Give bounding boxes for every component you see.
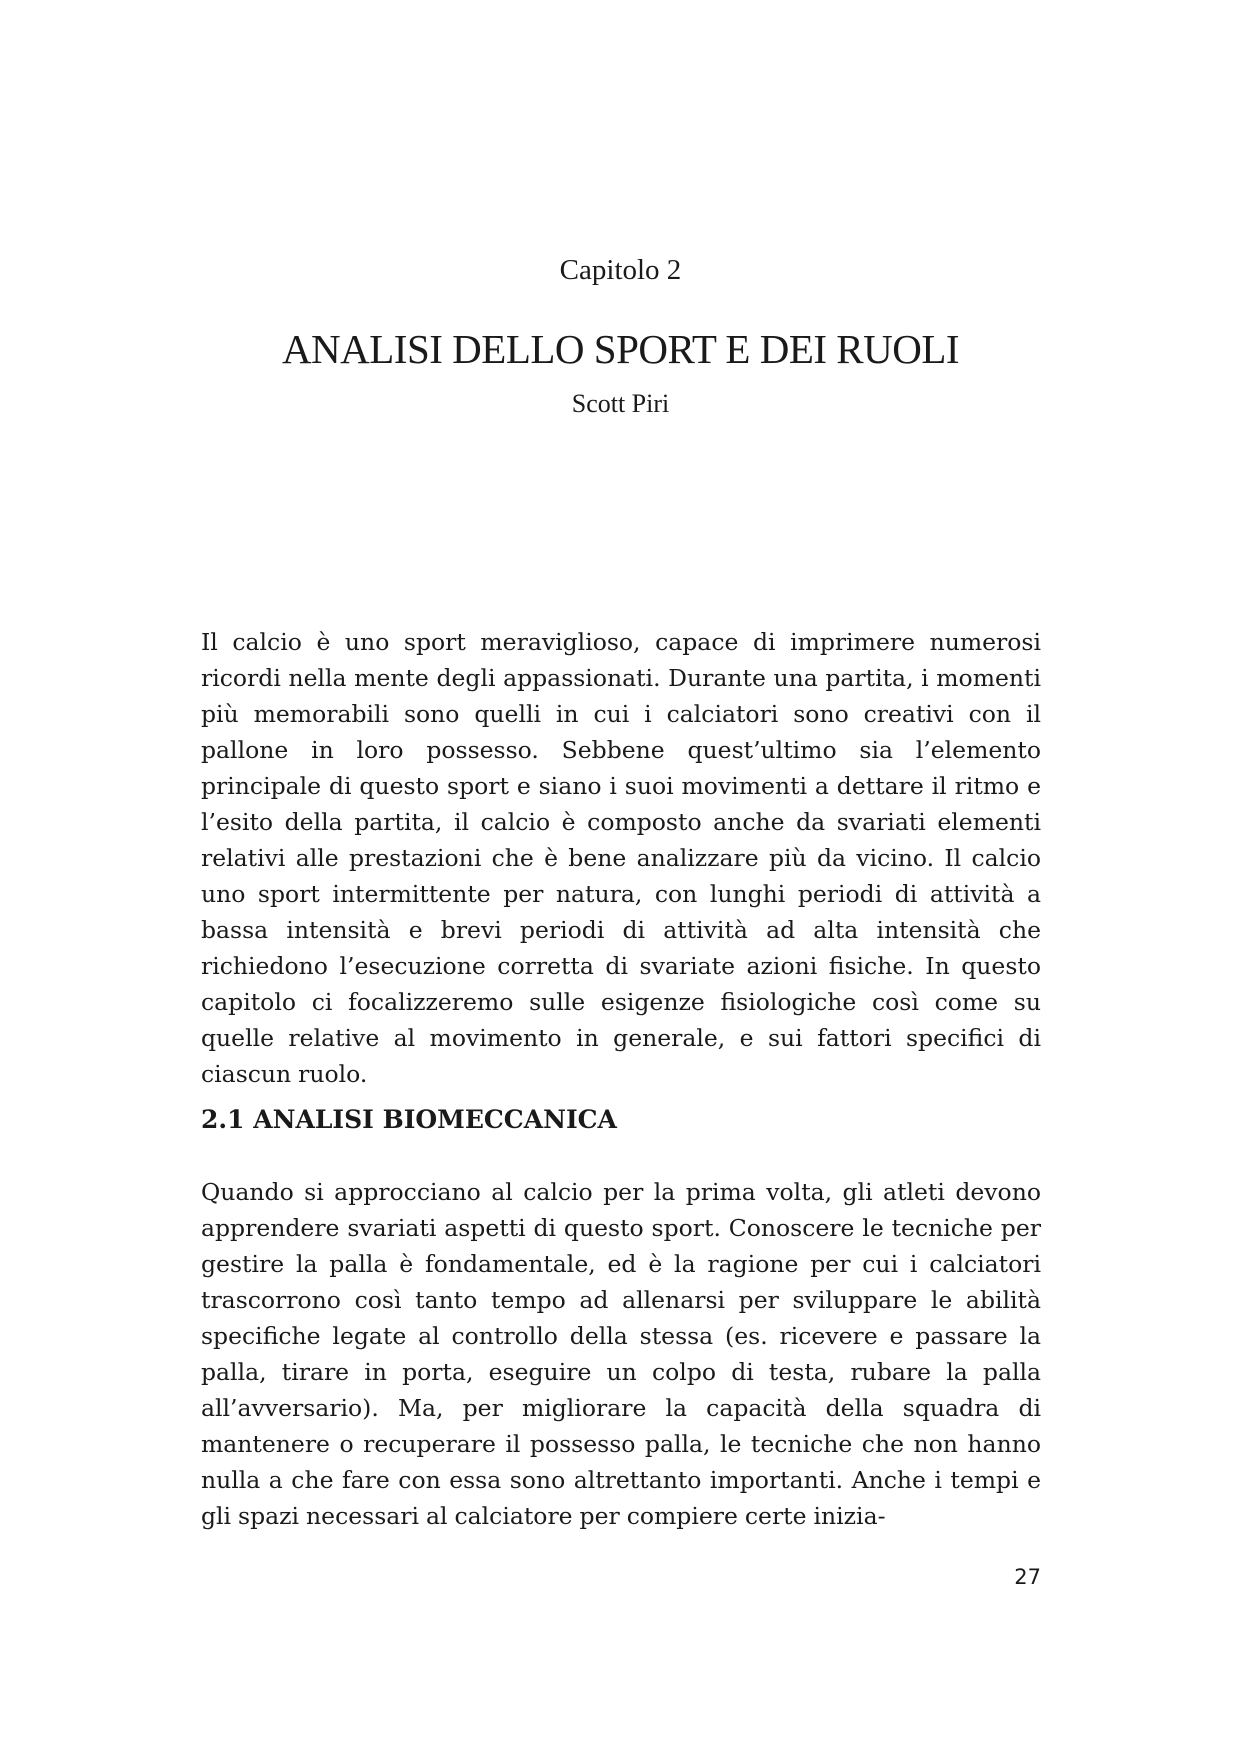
chapter-author: Scott Piri [571, 389, 670, 418]
chapter-label: Capitolo 2 [559, 254, 682, 286]
page-number: 27 [1014, 1565, 1041, 1589]
section-paragraph: Quando si approcciano al calcio per la prima volta, gli atleti devono apprendere svariati aspetti di questo sport. Conoscere le tecniche per gestire la palla è fondamentale, ed è la ragione per cui i calciatori trascorrono così tanto tempo ad allenarsi per sviluppare le abilità specifiche legate al controllo della stessa (es. ricevere e passare la palla, tirare in porta, eseguire un colpo di testa, rubare la palla all’avversario). Ma, per migliorare la capacità della squadra di mantenere o recuperare il possesso palla, le tecniche che non hanno nulla a che fare con essa sono altrettanto importanti. Anche i tempi e gli spazi necessari al calciatore per compiere certe inizia- [201, 1178, 1041, 1530]
intro-paragraph: Il calcio è uno sport meraviglioso, capace di imprimere numerosi ricordi nella mente degli appassionati. Durante una partita, i momenti più memorabili sono quelli in cui i calciatori sono creativi con il pallone in loro possesso. Sebbene quest’ultimo sia l’elemento principale di questo sport e siano i suoi movimenti a dettare il ritmo e l’esito della partita, il calcio è composto anche da svariati elementi relativi alle prestazioni che è bene analizzare più da vicino. Il calcio uno sport intermittente per natura, con lunghi periodi di attività a bassa intensità e brevi periodi di attività ad alta intensità che richiedono l’esecuzione corretta di svariate azioni fisiche. In questo capitolo ci focalizzeremo sulle esigenze fisiologiche così come su quelle relative al movimento in generale, e sui fattori specifici di ciascun ruolo. [201, 628, 1041, 1088]
section-heading: 2.1 ANALISI BIOMECCANICA [201, 1105, 617, 1134]
chapter-title: ANALISI DELLO SPORT E DEI RUOLI [281, 326, 960, 372]
